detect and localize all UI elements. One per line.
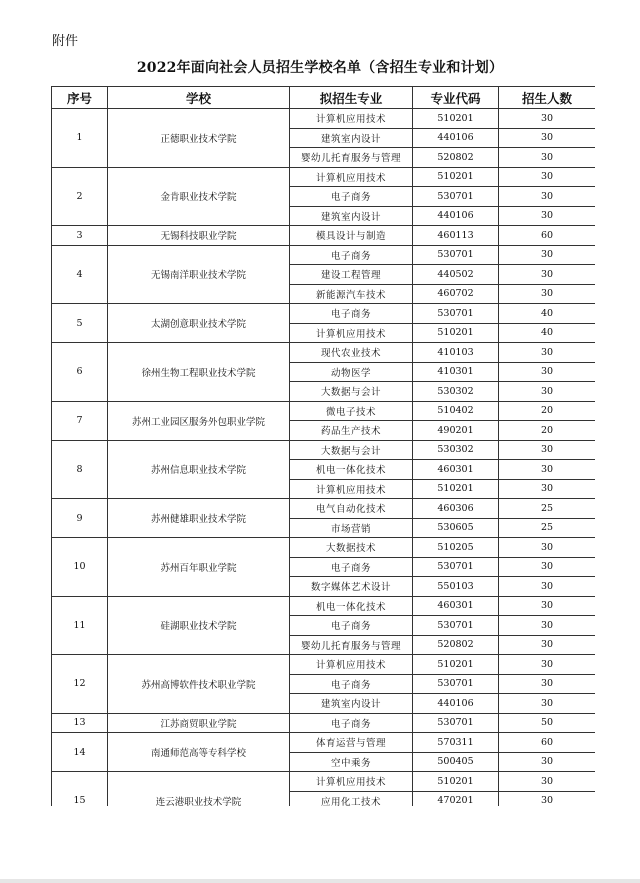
major-code-cell: 530701 bbox=[413, 304, 499, 324]
table-row bbox=[52, 772, 596, 792]
major-code-cell: 460702 bbox=[413, 284, 499, 304]
major-cell: 建筑室内设计 bbox=[290, 128, 413, 148]
enrollment-count-cell: 30 bbox=[499, 694, 596, 714]
enrollment-count-cell: 30 bbox=[499, 577, 596, 597]
major-code-cell: 510201 bbox=[413, 479, 499, 499]
enrollment-count-cell: 20 bbox=[499, 401, 596, 421]
attachment-label: 附件 bbox=[52, 34, 79, 49]
major-cell: 新能源汽车技术 bbox=[290, 284, 413, 304]
col-header-count: 招生人数 bbox=[499, 87, 596, 109]
major-code-cell: 510205 bbox=[413, 538, 499, 558]
major-cell: 电子商务 bbox=[290, 713, 413, 733]
enrollment-count-cell: 40 bbox=[499, 323, 596, 343]
school-name-cell: 苏州健雄职业技术学院 bbox=[108, 499, 290, 538]
school-name-cell: 苏州工业园区服务外包职业学院 bbox=[108, 401, 290, 440]
major-code-cell: 440106 bbox=[413, 206, 499, 226]
enrollment-count-cell: 30 bbox=[499, 440, 596, 460]
major-code-cell: 510201 bbox=[413, 772, 499, 792]
major-cell: 应用化工技术 bbox=[290, 791, 413, 806]
table-row bbox=[52, 226, 596, 246]
enrollment-count-cell: 30 bbox=[499, 460, 596, 480]
major-cell: 建筑室内设计 bbox=[290, 206, 413, 226]
major-cell: 电子商务 bbox=[290, 304, 413, 324]
major-cell: 计算机应用技术 bbox=[290, 479, 413, 499]
school-table-container bbox=[51, 86, 595, 806]
major-code-cell: 460113 bbox=[413, 226, 499, 246]
school-name-cell: 无锡南洋职业技术学院 bbox=[108, 245, 290, 304]
school-number-cell: 8 bbox=[52, 440, 108, 499]
enrollment-count-cell: 60 bbox=[499, 733, 596, 753]
enrollment-count-cell: 25 bbox=[499, 499, 596, 519]
major-code-cell: 520802 bbox=[413, 635, 499, 655]
school-number-cell: 7 bbox=[52, 401, 108, 440]
major-cell: 电子商务 bbox=[290, 245, 413, 265]
table-row bbox=[52, 499, 596, 519]
major-code-cell: 440502 bbox=[413, 265, 499, 285]
major-cell: 模具设计与制造 bbox=[290, 226, 413, 246]
major-cell: 体育运营与管理 bbox=[290, 733, 413, 753]
enrollment-count-cell: 30 bbox=[499, 791, 596, 806]
major-code-cell: 440106 bbox=[413, 128, 499, 148]
major-code-cell: 530701 bbox=[413, 713, 499, 733]
major-code-cell: 460301 bbox=[413, 596, 499, 616]
enrollment-count-cell: 30 bbox=[499, 109, 596, 129]
table-row bbox=[52, 401, 596, 421]
school-number-cell: 3 bbox=[52, 226, 108, 246]
enrollment-count-cell: 50 bbox=[499, 713, 596, 733]
school-number-cell: 5 bbox=[52, 304, 108, 343]
page-bottom-edge bbox=[0, 879, 640, 883]
enrollment-count-cell: 30 bbox=[499, 128, 596, 148]
major-cell: 大数据与会计 bbox=[290, 440, 413, 460]
enrollment-count-cell: 30 bbox=[499, 167, 596, 187]
major-cell: 计算机应用技术 bbox=[290, 323, 413, 343]
major-cell: 建筑室内设计 bbox=[290, 694, 413, 714]
major-code-cell: 530701 bbox=[413, 557, 499, 577]
major-cell: 动物医学 bbox=[290, 362, 413, 382]
enrollment-count-cell: 30 bbox=[499, 635, 596, 655]
table-row bbox=[52, 713, 596, 733]
school-number-cell: 1 bbox=[52, 109, 108, 168]
school-name-cell: 苏州百年职业学院 bbox=[108, 538, 290, 597]
enrollment-count-cell: 30 bbox=[499, 596, 596, 616]
enrollment-count-cell: 30 bbox=[499, 245, 596, 265]
enrollment-count-cell: 30 bbox=[499, 148, 596, 168]
school-table bbox=[51, 86, 595, 806]
enrollment-count-cell: 40 bbox=[499, 304, 596, 324]
major-cell: 电子商务 bbox=[290, 557, 413, 577]
school-name-cell: 正德职业技术学院 bbox=[108, 109, 290, 168]
major-code-cell: 530701 bbox=[413, 187, 499, 207]
major-cell: 计算机应用技术 bbox=[290, 109, 413, 129]
school-name-cell: 苏州高博软件技术职业学院 bbox=[108, 655, 290, 714]
major-code-cell: 550103 bbox=[413, 577, 499, 597]
major-code-cell: 470201 bbox=[413, 791, 499, 806]
school-name-cell: 江苏商贸职业学院 bbox=[108, 713, 290, 733]
enrollment-count-cell: 20 bbox=[499, 421, 596, 441]
major-code-cell: 530302 bbox=[413, 382, 499, 402]
enrollment-count-cell: 30 bbox=[499, 343, 596, 363]
major-cell: 婴幼儿托育服务与管理 bbox=[290, 148, 413, 168]
school-number-cell: 2 bbox=[52, 167, 108, 226]
school-name-cell: 苏州信息职业技术学院 bbox=[108, 440, 290, 499]
major-cell: 计算机应用技术 bbox=[290, 167, 413, 187]
major-cell: 微电子技术 bbox=[290, 401, 413, 421]
school-number-cell: 12 bbox=[52, 655, 108, 714]
school-name-cell: 徐州生物工程职业技术学院 bbox=[108, 343, 290, 402]
enrollment-count-cell: 30 bbox=[499, 479, 596, 499]
major-cell: 大数据与会计 bbox=[290, 382, 413, 402]
school-number-cell: 10 bbox=[52, 538, 108, 597]
table-row bbox=[52, 109, 596, 129]
school-name-cell: 南通师范高等专科学校 bbox=[108, 733, 290, 772]
enrollment-count-cell: 30 bbox=[499, 538, 596, 558]
enrollment-count-cell: 30 bbox=[499, 655, 596, 675]
school-name-cell: 连云港职业技术学院 bbox=[108, 772, 290, 807]
table-row bbox=[52, 167, 596, 187]
school-name-cell: 金肯职业技术学院 bbox=[108, 167, 290, 226]
major-cell: 数字媒体艺术设计 bbox=[290, 577, 413, 597]
table-row bbox=[52, 596, 596, 616]
major-code-cell: 440106 bbox=[413, 694, 499, 714]
table-row bbox=[52, 733, 596, 753]
major-cell: 电子商务 bbox=[290, 187, 413, 207]
major-code-cell: 510201 bbox=[413, 109, 499, 129]
major-code-cell: 510201 bbox=[413, 655, 499, 675]
school-name-cell: 硅湖职业技术学院 bbox=[108, 596, 290, 655]
major-code-cell: 520802 bbox=[413, 148, 499, 168]
major-cell: 电气自动化技术 bbox=[290, 499, 413, 519]
major-cell: 电子商务 bbox=[290, 616, 413, 636]
major-code-cell: 460306 bbox=[413, 499, 499, 519]
major-code-cell: 510402 bbox=[413, 401, 499, 421]
table-row bbox=[52, 343, 596, 363]
table-row bbox=[52, 440, 596, 460]
enrollment-count-cell: 30 bbox=[499, 382, 596, 402]
school-number-cell: 14 bbox=[52, 733, 108, 772]
enrollment-count-cell: 30 bbox=[499, 265, 596, 285]
enrollment-count-cell: 30 bbox=[499, 557, 596, 577]
enrollment-count-cell: 30 bbox=[499, 362, 596, 382]
major-cell: 计算机应用技术 bbox=[290, 772, 413, 792]
enrollment-count-cell: 30 bbox=[499, 206, 596, 226]
major-cell: 现代农业技术 bbox=[290, 343, 413, 363]
major-code-cell: 530701 bbox=[413, 245, 499, 265]
major-cell: 大数据技术 bbox=[290, 538, 413, 558]
enrollment-count-cell: 60 bbox=[499, 226, 596, 246]
enrollment-count-cell: 30 bbox=[499, 772, 596, 792]
major-code-cell: 410301 bbox=[413, 362, 499, 382]
enrollment-count-cell: 30 bbox=[499, 187, 596, 207]
major-code-cell: 510201 bbox=[413, 167, 499, 187]
enrollment-count-cell: 30 bbox=[499, 616, 596, 636]
major-cell: 市场营销 bbox=[290, 518, 413, 538]
school-number-cell: 15 bbox=[52, 772, 108, 807]
enrollment-count-cell: 30 bbox=[499, 674, 596, 694]
school-number-cell: 6 bbox=[52, 343, 108, 402]
table-header-row bbox=[52, 87, 596, 109]
major-code-cell: 530302 bbox=[413, 440, 499, 460]
school-number-cell: 9 bbox=[52, 499, 108, 538]
major-cell: 空中乘务 bbox=[290, 752, 413, 772]
document-title: 2022年面向社会人员招生学校名单（含招生专业和计划） bbox=[136, 60, 504, 76]
major-cell: 婴幼儿托育服务与管理 bbox=[290, 635, 413, 655]
school-name-cell: 无锡科技职业学院 bbox=[108, 226, 290, 246]
col-header-code: 专业代码 bbox=[413, 87, 499, 109]
major-cell: 电子商务 bbox=[290, 674, 413, 694]
major-code-cell: 410103 bbox=[413, 343, 499, 363]
table-row bbox=[52, 538, 596, 558]
major-code-cell: 510201 bbox=[413, 323, 499, 343]
school-number-cell: 11 bbox=[52, 596, 108, 655]
table-row bbox=[52, 304, 596, 324]
major-cell: 药品生产技术 bbox=[290, 421, 413, 441]
table-row bbox=[52, 245, 596, 265]
major-code-cell: 490201 bbox=[413, 421, 499, 441]
major-cell: 建设工程管理 bbox=[290, 265, 413, 285]
major-cell: 机电一体化技术 bbox=[290, 460, 413, 480]
col-header-school: 学校 bbox=[108, 87, 290, 109]
col-header-major: 拟招生专业 bbox=[290, 87, 413, 109]
school-number-cell: 4 bbox=[52, 245, 108, 304]
school-number-cell: 13 bbox=[52, 713, 108, 733]
major-code-cell: 530701 bbox=[413, 674, 499, 694]
enrollment-count-cell: 30 bbox=[499, 284, 596, 304]
table-body bbox=[52, 109, 596, 807]
major-cell: 机电一体化技术 bbox=[290, 596, 413, 616]
major-cell: 计算机应用技术 bbox=[290, 655, 413, 675]
major-code-cell: 500405 bbox=[413, 752, 499, 772]
major-code-cell: 460301 bbox=[413, 460, 499, 480]
enrollment-count-cell: 25 bbox=[499, 518, 596, 538]
major-code-cell: 530701 bbox=[413, 616, 499, 636]
school-name-cell: 太湖创意职业技术学院 bbox=[108, 304, 290, 343]
col-header-no: 序号 bbox=[52, 87, 108, 109]
enrollment-count-cell: 30 bbox=[499, 752, 596, 772]
major-code-cell: 530605 bbox=[413, 518, 499, 538]
major-code-cell: 570311 bbox=[413, 733, 499, 753]
table-row bbox=[52, 655, 596, 675]
